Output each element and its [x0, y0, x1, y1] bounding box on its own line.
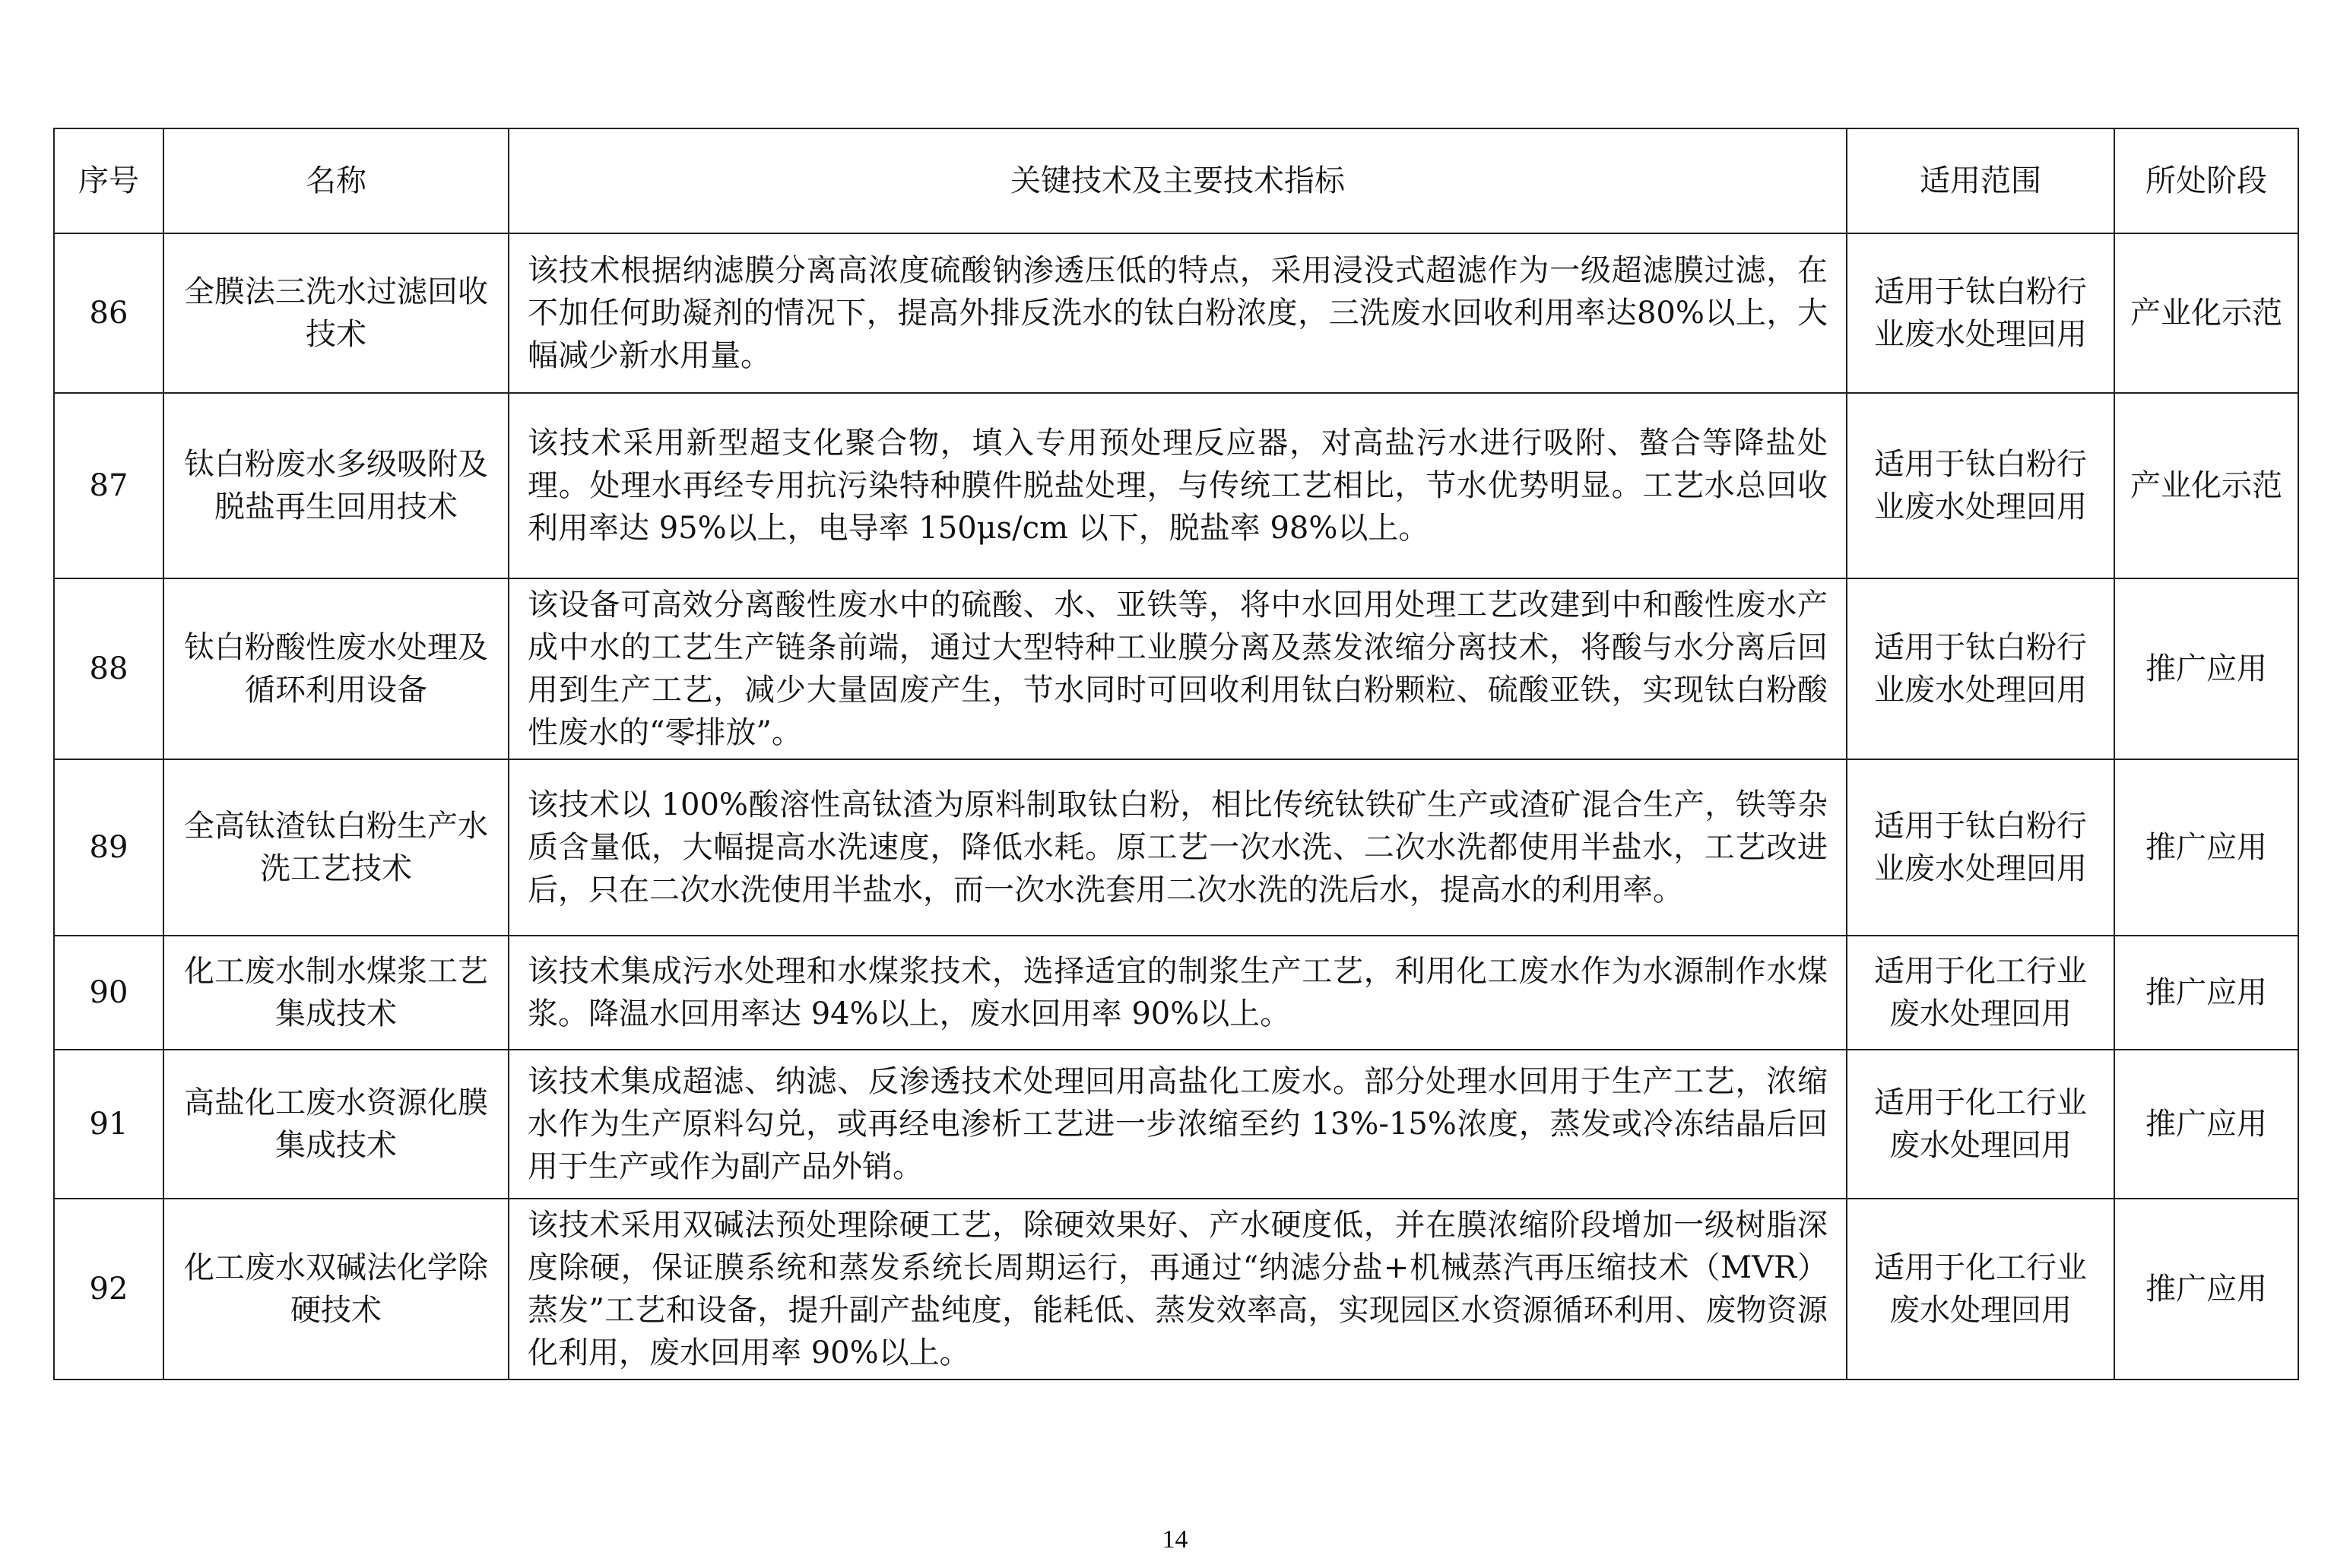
table-header [54, 128, 2298, 233]
header-num: 序号 [54, 128, 163, 233]
row-stage: 推广应用 [2114, 1050, 2298, 1199]
row-number: 87 [54, 393, 163, 578]
table-row [54, 233, 2298, 393]
table-row [54, 1050, 2298, 1199]
header-tech: 关键技术及主要技术指标 [509, 128, 1847, 233]
row-name: 高盐化工废水资源化膜集成技术 [163, 1050, 509, 1199]
table-row [54, 759, 2298, 936]
row-name: 全膜法三洗水过滤回收技术 [163, 233, 509, 393]
row-tech: 该技术采用双碱法预处理除硬工艺，除硬效果好、产水硬度低，并在膜浓缩阶段增加一级树脂深度除硬，保证膜系统和蒸发系统长周期运行，再通过“纳滤分盐+机械蒸汽再压缩技术（MVR）蒸发”工艺和设备，提升副产盐纯度，能耗低、蒸发效率高，实现园区水资源循环利用、废物资源化利用，废水回用率 90%以上。 [509, 1199, 1847, 1380]
header-stage: 所处阶段 [2114, 128, 2298, 233]
row-stage: 推广应用 [2114, 1199, 2298, 1380]
row-tech: 该技术集成超滤、纳滤、反渗透技术处理回用高盐化工废水。部分处理水回用于生产工艺，浓缩水作为生产原料勾兑，或再经电渗析工艺进一步浓缩至约 13%-15%浓度，蒸发或冷冻结晶后回用于生产或作为副产品外销。 [509, 1050, 1847, 1199]
row-stage: 产业化示范 [2114, 393, 2298, 578]
row-name: 钛白粉废水多级吸附及脱盐再生回用技术 [163, 393, 509, 578]
header-scope: 适用范围 [1847, 128, 2114, 233]
header-name: 名称 [163, 128, 509, 233]
row-tech: 该技术根据纳滤膜分离高浓度硫酸钠渗透压低的特点，采用浸没式超滤作为一级超滤膜过滤，在不加任何助凝剂的情况下，提高外排反洗水的钛白粉浓度，三洗废水回收利用率达80%以上，大幅减少新水用量。 [509, 233, 1847, 393]
row-tech: 该设备可高效分离酸性废水中的硫酸、水、亚铁等，将中水回用处理工艺改建到中和酸性废水产成中水的工艺生产链条前端，通过大型特种工业膜分离及蒸发浓缩分离技术，将酸与水分离后回用到生产工艺，减少大量固废产生，节水同时可回收利用钛白粉颗粒、硫酸亚铁，实现钛白粉酸性废水的“零排放”。 [509, 578, 1847, 759]
table-row [54, 1199, 2298, 1380]
header-row [54, 128, 2298, 233]
row-tech: 该技术集成污水处理和水煤浆技术，选择适宜的制浆生产工艺，利用化工废水作为水源制作水煤浆。降温水回用率达 94%以上，废水回用率 90%以上。 [509, 936, 1847, 1050]
row-scope: 适用于化工行业废水处理回用 [1847, 936, 2114, 1050]
row-number: 91 [54, 1050, 163, 1199]
row-name: 化工废水制水煤浆工艺集成技术 [163, 936, 509, 1050]
row-name: 钛白粉酸性废水处理及循环利用设备 [163, 578, 509, 759]
row-tech: 该技术以 100%酸溶性高钛渣为原料制取钛白粉，相比传统钛铁矿生产或渣矿混合生产，铁等杂质含量低，大幅提高水洗速度，降低水耗。原工艺一次水洗、二次水洗都使用半盐水，工艺改进后，只在二次水洗使用半盐水，而一次水洗套用二次水洗的洗后水，提高水的利用率。 [509, 759, 1847, 936]
table-row [54, 936, 2298, 1050]
row-scope: 适用于化工行业废水处理回用 [1847, 1199, 2114, 1380]
table-row [54, 578, 2298, 759]
row-tech: 该技术采用新型超支化聚合物，填入专用预处理反应器，对高盐污水进行吸附、螯合等降盐处理。处理水再经专用抗污染特种膜件脱盐处理，与传统工艺相比，节水优势明显。工艺水总回收利用率达 95%以上，电导率 150μs/cm 以下，脱盐率 98%以上。 [509, 393, 1847, 578]
row-scope: 适用于钛白粉行业废水处理回用 [1847, 393, 2114, 578]
technology-table [53, 128, 2299, 1380]
row-number: 89 [54, 759, 163, 936]
row-stage: 推广应用 [2114, 936, 2298, 1050]
table-body [54, 233, 2298, 1380]
row-stage: 推广应用 [2114, 759, 2298, 936]
row-number: 90 [54, 936, 163, 1050]
row-scope: 适用于钛白粉行业废水处理回用 [1847, 759, 2114, 936]
row-scope: 适用于钛白粉行业废水处理回用 [1847, 233, 2114, 393]
row-scope: 适用于化工行业废水处理回用 [1847, 1050, 2114, 1199]
row-number: 86 [54, 233, 163, 393]
row-scope: 适用于钛白粉行业废水处理回用 [1847, 578, 2114, 759]
row-name: 全高钛渣钛白粉生产水洗工艺技术 [163, 759, 509, 936]
table-row [54, 393, 2298, 578]
row-name: 化工废水双碱法化学除硬技术 [163, 1199, 509, 1380]
row-number: 88 [54, 578, 163, 759]
row-stage: 推广应用 [2114, 578, 2298, 759]
page-number: 14 [1162, 1525, 1188, 1554]
row-number: 92 [54, 1199, 163, 1380]
row-stage: 产业化示范 [2114, 233, 2298, 393]
